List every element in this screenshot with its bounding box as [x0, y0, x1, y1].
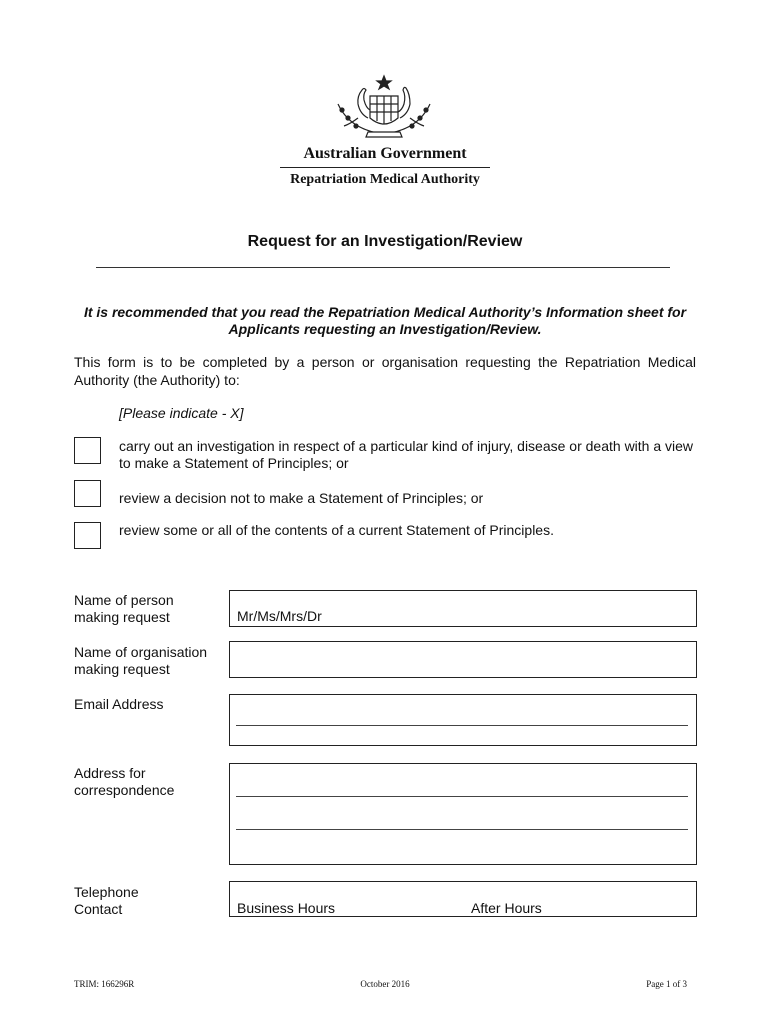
email-underline — [236, 725, 688, 726]
person-name-label: Name of person making request — [74, 592, 174, 625]
review-decision-checkbox[interactable] — [74, 480, 101, 507]
person-title-prefix: Mr/Ms/Mrs/Dr — [237, 608, 322, 624]
business-hours-label: Business Hours — [237, 900, 336, 916]
page-title: Request for an Investigation/Review — [247, 233, 523, 250]
org-name-field[interactable] — [229, 641, 697, 678]
page-number: Page 1 of 3 — [646, 979, 687, 989]
review-contents-checkbox[interactable] — [74, 522, 101, 549]
email-field[interactable] — [229, 694, 697, 746]
address-label: Address for correspondence — [74, 765, 175, 798]
recommendation-note: It is recommended that you read the Repatriation Medical Authority’s Information sheet for Applicants requesting an Investigation/Review. — [83, 304, 687, 337]
option-review-contents-label: review some or all of the contents of a current Statement of Principles. — [119, 522, 554, 538]
email-label: Email Address — [74, 696, 164, 712]
header-divider — [280, 167, 490, 168]
document-date: October 2016 — [360, 979, 410, 989]
agency-name: Repatriation Medical Authority — [290, 172, 480, 187]
government-name: Australian Government — [303, 145, 467, 162]
telephone-field[interactable] — [229, 881, 697, 917]
address-field[interactable] — [229, 763, 697, 865]
title-divider — [96, 267, 670, 268]
coat-of-arms-icon — [330, 74, 438, 140]
person-name-field[interactable] — [229, 590, 697, 627]
org-name-label: Name of organisation making request — [74, 644, 208, 677]
option-investigation-label: carry out an investigation in respect of a particular kind of injury, disease or death with a view to make a Statement of Principles; or — [119, 438, 694, 471]
option-review-decision-label: review a decision not to make a Statement of Principles; or — [119, 490, 484, 506]
intro-paragraph: This form is to be completed by a person or organisation requesting the Repatriation Medical Authority (the Authority) to: — [74, 354, 696, 388]
address-line-2 — [236, 829, 688, 830]
investigation-checkbox[interactable] — [74, 437, 101, 464]
after-hours-label: After Hours — [471, 900, 542, 916]
address-line-1 — [236, 796, 688, 797]
trim-reference: TRIM: 166296R — [74, 979, 135, 989]
indicate-instruction: [Please indicate - X] — [119, 405, 244, 421]
telephone-label: Telephone Contact — [74, 884, 139, 917]
